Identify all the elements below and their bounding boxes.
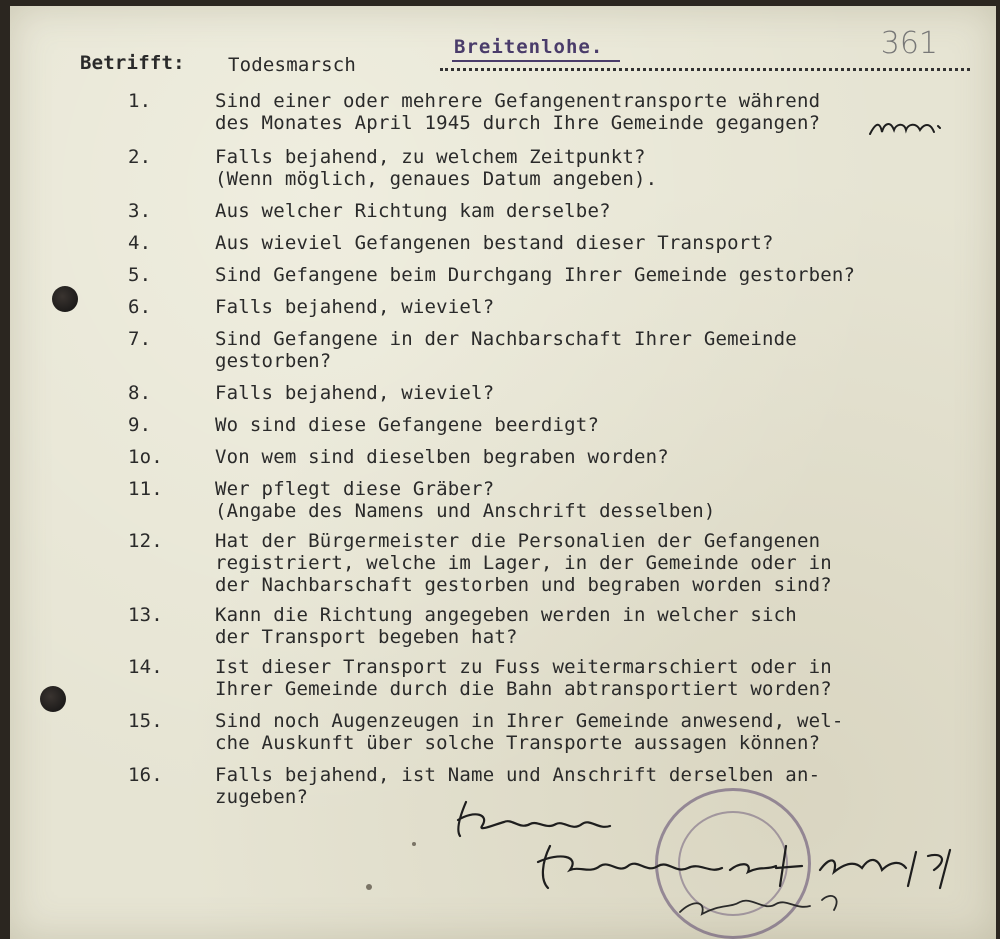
- handwritten-answer-nein: [866, 114, 956, 138]
- question-text: Falls bejahend, ist Name und Anschrift derselben an- zugeben?: [215, 764, 821, 808]
- punch-hole: [40, 686, 66, 712]
- question-number: 1o.: [128, 446, 163, 468]
- question-text: Ist dieser Transport zu Fuss weitermarschiert oder in Ihrer Gemeinde durch die Bahn abtransportiert worden?: [215, 656, 832, 700]
- question-number: 14.: [128, 656, 163, 678]
- question-number: 2.: [128, 146, 152, 168]
- question-number: 7.: [128, 328, 152, 350]
- document-sheet: [10, 6, 996, 939]
- betrifft-label: Betrifft:: [80, 52, 185, 74]
- place-underline: [452, 60, 620, 62]
- question-text: Sind Gefangene beim Durchgang Ihrer Gemeinde gestorben?: [215, 264, 856, 286]
- paper-speck: [366, 884, 372, 890]
- question-text: Falls bejahend, wieviel?: [215, 296, 495, 318]
- question-text: Wer pflegt diese Gräber? (Angabe des Namens und Anschrift desselben): [215, 478, 716, 522]
- handwriting-strokes: [430, 796, 990, 936]
- question-text: Aus welcher Richtung kam derselbe?: [215, 200, 611, 222]
- question-number: 8.: [128, 382, 152, 404]
- punch-hole: [52, 286, 78, 312]
- question-text: Von wem sind dieselben begraben worden?: [215, 446, 669, 468]
- subject-text: Todesmarsch: [228, 54, 357, 76]
- handwritten-signature-block: [430, 796, 990, 936]
- question-number: 15.: [128, 710, 163, 732]
- question-text: Sind noch Augenzeugen in Ihrer Gemeinde anwesend, wel- che Auskunft über solche Transporte aussagen können?: [215, 710, 844, 754]
- question-text: Falls bejahend, wieviel?: [215, 382, 495, 404]
- question-text: Wo sind diese Gefangene beerdigt?: [215, 414, 600, 436]
- question-number: 9.: [128, 414, 152, 436]
- question-number: 5.: [128, 264, 152, 286]
- page-number: 361: [880, 26, 938, 61]
- question-number: 16.: [128, 764, 163, 786]
- question-text: Kann die Richtung angegeben werden in welcher sich der Transport begeben hat?: [215, 604, 797, 648]
- paper-speck: [412, 842, 416, 846]
- question-number: 3.: [128, 200, 152, 222]
- question-number: 12.: [128, 530, 163, 552]
- question-text: Sind Gefangene in der Nachbarschaft Ihrer Gemeinde gestorben?: [215, 328, 797, 372]
- question-number: 11.: [128, 478, 163, 500]
- question-number: 13.: [128, 604, 163, 626]
- question-text: Sind einer oder mehrere Gefangenentransporte während des Monates April 1945 durch Ihre Gemeinde gegangen?: [215, 90, 821, 134]
- question-number: 1.: [128, 90, 152, 112]
- question-text: Hat der Bürgermeister die Personalien der Gefangenen registriert, welche im Lager, in der Gemeinde oder in der Nachbarschaft gestorben und begraben worden sind?: [215, 530, 832, 596]
- question-number: 6.: [128, 296, 152, 318]
- question-text: Falls bejahend, zu welchem Zeitpunkt? (Wenn möglich, genaues Datum angeben).: [215, 146, 658, 190]
- dotted-line: [440, 68, 970, 71]
- question-number: 4.: [128, 232, 152, 254]
- place-name: Breitenlohe.: [454, 36, 604, 58]
- question-text: Aus wieviel Gefangenen bestand dieser Transport?: [215, 232, 774, 254]
